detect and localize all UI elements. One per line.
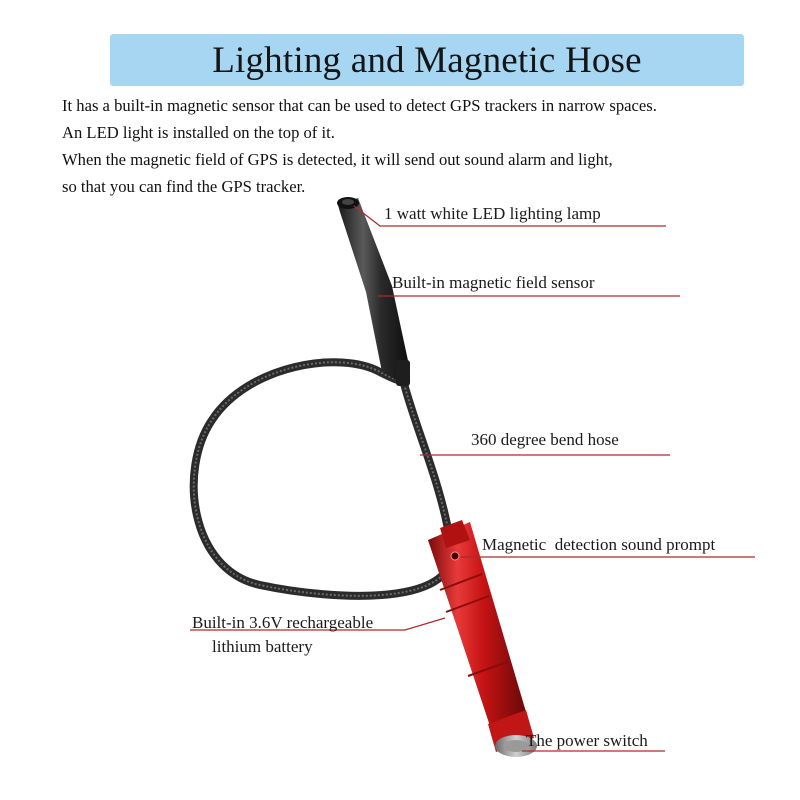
description-line: An LED light is installed on the top of it.: [62, 123, 335, 142]
description-line: When the magnetic field of GPS is detected, it will send out sound alarm and light,: [62, 150, 613, 169]
red-handle: [428, 520, 537, 757]
callout-battery-line1: Built-in 3.6V rechargeable: [192, 613, 374, 632]
description-line: It has a built-in magnetic sensor that can be used to detect GPS trackers in narrow spaces.: [62, 96, 657, 115]
callout-led-lamp: 1 watt white LED lighting lamp: [384, 204, 601, 223]
flexible-hose: [194, 362, 452, 596]
page-title: Lighting and Magnetic Hose: [212, 39, 642, 81]
callout-sound-prompt: Magnetic detection sound prompt: [482, 535, 716, 554]
callout-field-sensor: Built-in magnetic field sensor: [392, 273, 595, 292]
callout-battery-line2: lithium battery: [212, 637, 313, 656]
callout-power-switch: The power switch: [526, 731, 648, 750]
description-line: so that you can find the GPS tracker.: [62, 177, 306, 196]
sound-hole-icon: [451, 552, 459, 560]
callout-bend-hose: 360 degree bend hose: [471, 430, 619, 449]
